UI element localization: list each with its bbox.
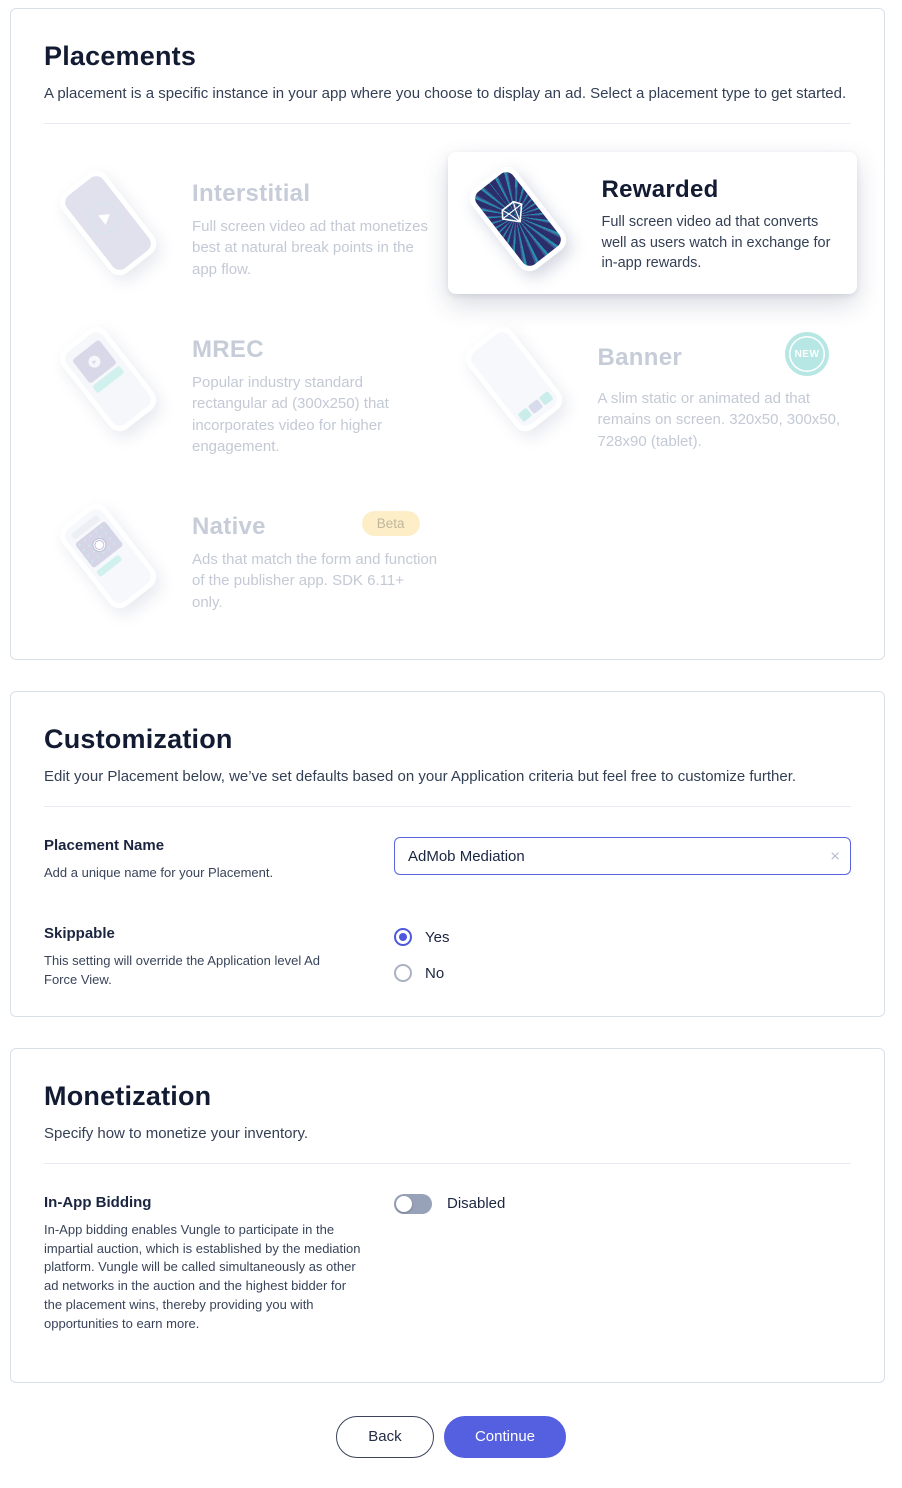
in-app-bidding-toggle[interactable]: [394, 1194, 432, 1214]
native-description: Ads that match the form and function of the publisher app. SDK 6.11+ only.: [192, 551, 438, 611]
skippable-options: [394, 925, 449, 990]
radio-unselected-icon[interactable]: [394, 964, 412, 982]
banner-description: A slim static or animated ad that remains on screen. 320x50, 300x50, 728x90 (tablet).: [597, 390, 841, 450]
banner-label: Banner: [597, 344, 682, 371]
placement-name-label: Placement Name: [44, 837, 165, 855]
mrec-label: MREC: [192, 336, 264, 363]
skippable-yes-label: Yes: [425, 928, 450, 946]
interstitial-phone-illustration: [52, 170, 178, 280]
mrec-description: Popular industry standard rectangular ad (300x250) that incorporates video for higher engagement.: [192, 374, 389, 455]
placement-name-row: [44, 837, 851, 883]
placement-name-input[interactable]: [395, 848, 850, 865]
rewarded-label: Rewarded: [601, 176, 719, 203]
native-label: Native: [192, 513, 266, 541]
monetization-subtitle: Specify how to monetize your inventory.: [44, 1124, 309, 1142]
placements-title: Placements: [44, 41, 197, 71]
placements-divider: [44, 123, 851, 124]
skippable-help: This setting will override the Application level Ad Force View.: [44, 953, 321, 987]
continue-button[interactable]: Continue: [444, 1416, 566, 1458]
placements-card: [10, 8, 885, 660]
placement-name-input-wrap: [394, 837, 851, 875]
skippable-option-no[interactable]: [394, 964, 449, 982]
in-app-bidding-row: [44, 1194, 851, 1334]
footer-actions: [0, 1416, 902, 1458]
radio-selected-icon[interactable]: [394, 928, 412, 946]
rewarded-phone-illustration: [462, 166, 588, 276]
clear-input-icon[interactable]: ×: [830, 846, 840, 866]
placement-name-help: Add a unique name for your Placement.: [44, 865, 274, 881]
placement-type-interstitial[interactable]: [44, 160, 446, 290]
skippable-no-label: No: [425, 964, 445, 982]
new-badge: NEW: [785, 332, 829, 376]
customization-title: Customization: [44, 724, 233, 755]
placement-type-mrec[interactable]: [44, 316, 446, 467]
placement-type-native[interactable]: [44, 493, 446, 623]
gem-icon: [496, 197, 534, 236]
placement-type-banner[interactable]: [450, 316, 852, 467]
in-app-bidding-help: In-App bidding enables Vungle to participate in the impartial auction, which is established by the mediation platform. Vungle will be called simultaneously as other ad networks in the auction and the highest bidder for the placement wins, thereby providing you with opportunities to earn more.: [44, 1221, 361, 1331]
in-app-bidding-control: [394, 1194, 505, 1214]
skippable-label: Skippable: [44, 925, 115, 943]
in-app-bidding-state: Disabled: [447, 1195, 506, 1213]
in-app-bidding-label: In-App Bidding: [44, 1193, 152, 1211]
customization-divider: [44, 806, 851, 807]
interstitial-label: Interstitial: [192, 180, 311, 207]
monetization-card: [10, 1048, 885, 1383]
monetization-divider: [44, 1163, 851, 1164]
placement-type-grid: [44, 154, 851, 633]
monetization-title: Monetization: [44, 1080, 212, 1111]
toggle-knob[interactable]: [396, 1196, 412, 1212]
mrec-phone-illustration: [52, 326, 178, 436]
placement-type-rewarded[interactable]: [448, 152, 858, 294]
banner-phone-illustration: [458, 326, 584, 436]
customization-card: [10, 691, 885, 1017]
placements-subtitle: A placement is a specific instance in your app where you choose to display an ad. Select a placement type to get started.: [44, 85, 847, 102]
back-button[interactable]: Back: [336, 1416, 434, 1458]
customization-subtitle: Edit your Placement below, we’ve set defaults based on your Application criteria but feel free to customize further.: [44, 768, 797, 786]
native-phone-illustration: [52, 503, 178, 613]
interstitial-description: Full screen video ad that monetizes best at natural break points in the app flow.: [192, 218, 428, 278]
play-icon: [84, 198, 126, 240]
play-icon: [86, 353, 103, 370]
rewarded-description: Full screen video ad that converts well as users watch in exchange for in-app rewards.: [601, 214, 831, 272]
beta-badge: Beta: [362, 511, 420, 536]
skippable-option-yes[interactable]: [394, 928, 449, 946]
camera-aperture-icon: [89, 535, 109, 555]
skippable-row: [44, 925, 851, 990]
